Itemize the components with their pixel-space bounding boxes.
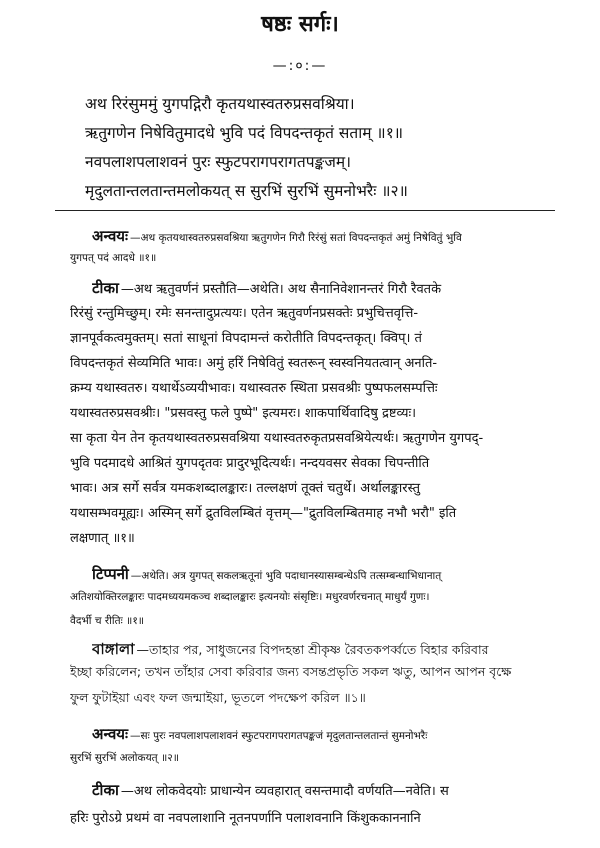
tika-line [92,780,578,800]
tika-text: —अथ ऋतुवर्णनं प्रस्तौति—अथेति। अथ सैनानिवेशानन्तरं गिरौ रैवतके [120,282,442,297]
tika-label: टीका [92,781,119,799]
bangla-label: বাঙ্গালা [92,640,135,658]
tika-line: यथास्वतरुप्रसवश्रीः। "प्रसवस्तु फले पुष्पे" इत्यमरः। शाकपार्थिवादिषु द्रष्टव्यः। [70,406,417,421]
anvaya-text: —अथ कृतयथास्वतरुप्रसवश्रिया ऋतुगणेन गिरौ रिरंसुं सतां विपदन्तकृतं अमुं निषेवितुं भुवि [130,232,462,244]
anvaya-line [92,226,578,246]
tika-line: रिरंसुं रन्तुमिच्छुम्। रमेः सनन्तादुप्रत्ययः। एतेन ऋतुवर्णनप्रसक्तेः प्रभुचित्तवृत्ति- [70,306,419,321]
tika-line: हरिः पुरोऽग्रे प्रथमं वा नवपलाशानि नूतनपर्णानि पलाशवनानि किंशुककाननानि [70,811,421,826]
tippani-line: वैदर्भी च रीतिः ॥१॥ [70,615,145,627]
tika-line: सा कृता येन तेन कृतयथास्वतरुप्रसवश्रिया यथास्वतरुकृतप्रसवश्रियेत्यर्थः। ऋतुगणेन युगपद्- [70,431,484,446]
bangla-line: ইচ্ছা করিলেন; তখন তাঁহার সেবা করিবার জন্য বসন্তপ্রভৃতি সকল ঋতু, আপন আপন বৃক্ষে [70,664,512,679]
anvaya-line: युगपत् पदं आदधे ॥१॥ [70,252,157,264]
tika-line: भावः। अत्र सर्गे सर्वत्र यमकशब्दालङ्कारः। तल्लक्षणं तूक्तं चतुर्थे। अर्थालङ्कारस्तु [70,481,421,496]
tippani-label: टिप्पनी [92,565,129,583]
tika-label: टीका [92,279,119,297]
tika-line [92,278,578,298]
bangla-text: —তাহার পর, সাধুজনের বিপদহন্তা শ্রীকৃষ্ণ রৈবতকপর্ব্বতে বিহার করিবার [136,642,489,657]
anvaya-label: अन्वयः [92,227,129,245]
tika-text: —अथ लोकवेदयोः प्राधान्येन व्यवहारात् वसन्तमादौ वर्णयति—नवेति। स [120,784,449,799]
ornamental-divider: —:०:— [272,58,328,74]
tippani-line [92,564,578,584]
anvaya-label: अन्वयः [92,725,129,743]
verse-line: अथ रिरंसुममुं युगपद्गिरौ कृतयथास्वतरुप्रसवश्रिया। [85,95,355,113]
page-title: षष्ठः सर्गः। [261,12,339,37]
verse-separator-rule [55,210,555,211]
tika-line: क्रम्य यथास्वतरु। यथार्थेऽव्ययीभावः। यथास्वतरु स्थिता प्रसवश्रीः पुष्पफलसम्पत्तिः [70,381,438,396]
tika-line: ज्ञानपूर्वकत्वमुक्तम्। सतां साधूनां विपदामन्तं करोतीति विपदन्तकृत्। क्विप्। तं [70,331,422,346]
tippani-text: —अथेति। अत्र युगपत् सकलऋतूनां भुवि पदाधानस्यासम्बन्धेऽपि तत्सम्बन्धाभिधानात् [130,570,442,582]
verse-line: मृदुलतान्तलतान्तमलोकयत् स सुरभिं सुरभिं सुमनोभरैः ॥२॥ [85,182,408,200]
verse-line: नवपलाशपलाशवनं पुरः स्फुटपरागपरागतपङ्कजम्। [85,153,351,171]
tika-line: लक्षणात् ॥१॥ [70,531,135,546]
bangla-line [92,638,578,663]
verse-line: ऋतुगणेन निषेवितुमादधे भुवि पदं विपदन्तकृतं सताम् ॥१॥ [85,124,404,142]
anvaya-line: सुरभिं सुरभिं अलोकयत् ॥२॥ [70,752,180,764]
anvaya-text: —सः पुरः नवपलाशपलाशवनं स्फुटपरागपरागतपङ्कजं मृदुलतान्तलतान्तं सुमनोभरैः [130,730,428,742]
tika-line: विपदन्तकृतं सेव्यमिति भावः। अमुं हरिं निषेवितुं स्वतरून् स्वस्वनियतत्वान् अनति- [70,356,438,371]
tika-line: भुवि पदमादधे आश्रितं युगपदृतवः प्रादुरभूदित्यर्थः। नन्दयवसर सेवका चिपन्तीति [70,456,430,471]
tippani-line: अतिशयोक्तिरलङ्कारः पादमध्ययमकञ्च शब्दालङ्कारः इत्यनयोः संसृष्टिः। मधुरवर्णरचनात् माधुर्यं गुणः। [70,591,430,603]
anvaya-line [92,724,578,744]
tika-line: यथासम्भवमूह्यः। अस्मिन् सर्गे द्रुतविलम्बितं वृत्तम्—"द्रुतविलम्बितमाह नभौ भरौ" इति [70,506,457,521]
bangla-line: ফুল ফুটাইয়া এবং ফল জন্মাইয়া, ভূতলে পদক্ষেপ করিল ॥১॥ [70,690,366,705]
